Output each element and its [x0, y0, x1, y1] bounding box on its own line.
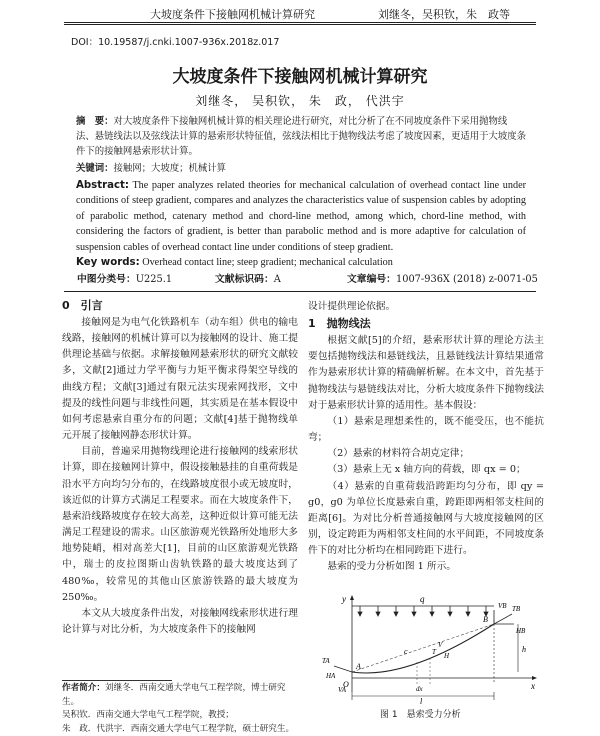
- label-l: l: [420, 697, 423, 706]
- label-T: T: [432, 648, 437, 656]
- label-O: O: [343, 680, 349, 689]
- running-header-title: 大坡度条件下接触网机械计算研究: [150, 6, 315, 22]
- keywords-cn-text: 接触网；大坡度；机械计算: [114, 163, 227, 174]
- assumption-2: （2）悬索的材料符合胡克定律；: [308, 446, 544, 462]
- continued-text: 设计提供理论依据。: [308, 299, 544, 315]
- section-1-heading: 1 抛物线法: [308, 315, 544, 333]
- label-B: B: [483, 615, 488, 624]
- section-0-paragraph-3: 本文从大坡度条件出发，对接触网线索形状进行理论计算与对比分析，为大坡度条件下的接触网: [62, 606, 298, 638]
- abstract-cn-label: 摘 要：: [76, 116, 114, 127]
- clc-value: U225.1: [136, 274, 172, 285]
- x-axis-arrow: [532, 676, 537, 680]
- abstract-en-label: Abstract:: [76, 180, 129, 191]
- footnote-line-3: 朱 政．代洪宇．西南交通大学电气工程学院，硕士研究生。: [62, 723, 298, 736]
- label-HB: HB: [515, 627, 526, 635]
- article-number-value: 1007-936X (2018) z-0071-05: [396, 274, 538, 285]
- doc-code-label: 文献标识码：: [215, 274, 274, 285]
- label-TB: TB: [512, 605, 521, 613]
- keywords-en-label: Key words:: [76, 257, 140, 268]
- keywords-en: [76, 255, 526, 270]
- assumption-3: （3）悬索上无 x 轴方向的荷载，即 qx = 0；: [308, 462, 544, 478]
- right-column: [308, 299, 544, 576]
- keywords-cn-label: 关键词：: [76, 163, 114, 174]
- footnote-label: 作者简介：: [62, 683, 105, 693]
- label-VA: VA: [338, 686, 347, 694]
- header-rule: [64, 22, 536, 23]
- tension-b-arrow: [494, 614, 512, 624]
- article-number-label: 文章编号：: [347, 274, 396, 285]
- doc-code-value: A: [274, 274, 281, 285]
- label-V: V: [438, 641, 443, 649]
- label-x: x: [530, 681, 535, 691]
- assumption-1: （1）悬索是理想柔性的，既不能受压，也不能抗弯；: [308, 414, 544, 446]
- abstract-cn: [76, 114, 526, 160]
- abstract-en: [76, 178, 526, 255]
- section-0-paragraph-2: 目前，普遍采用抛物线理论进行接触网的线索形状计算，即在接触网计算中，假设接触悬挂的自重荷载是沿水平方向均匀分布的，在线路坡度很小或无坡度时，该近似的计算方式满足工程要求。而在大坡度条件下，悬索沿线路坡度存在较大高差，这种近似计算可能无法满足工程建设的需求。山区旅游观光铁路所处地形大多地势陡峭，相对高差大[1]，目前的山区旅游观光铁路中，瑞士的皮拉图斯山齿轨铁路的最大坡度达到了480‰，较常见的其他山区旅游铁路的最大坡度为250‰。: [62, 444, 298, 606]
- figure-intro: 悬索的受力分析如图 1 所示。: [308, 559, 544, 575]
- keywords-cn: [76, 161, 526, 176]
- footnote-rule: [62, 680, 172, 681]
- left-column: [62, 297, 298, 638]
- distributed-load: [352, 606, 494, 616]
- section-0-paragraph-1: 接触网是为电气化铁路机车（动车组）供电的输电线路，接触网的机械计算可以为接触网的设计、施工提供理论基础与依据。求解接触网悬索形状的研究文献较多，文献[2]通过力学平衡与力矩平衡求得架空导线的曲线方程；文献[3]通过有限元法实现索网找形，文中提及的线性问题与非线性问题，其实质是在基本假设中如何考虑悬索自重分布的问题；文献[4]基于抛物线单元开展了接触网静态形状计算。: [62, 315, 298, 444]
- chord-line: [352, 624, 494, 672]
- label-VB: VB: [498, 602, 507, 610]
- footnote: [62, 682, 298, 736]
- keywords-en-text: Overhead contact line; steep gradient; mechanical calculation: [142, 257, 393, 268]
- paper-title: 大坡度条件下接触网机械计算研究: [0, 62, 600, 87]
- label-c: c: [404, 647, 408, 656]
- y-axis-arrow: [350, 595, 354, 600]
- abstract-rule: [64, 291, 536, 292]
- footnote-line-1: 刘继冬．西南交通大学电气工程学院，博士研究生。: [62, 683, 285, 707]
- label-HA: HA: [325, 672, 336, 680]
- author-list: 刘继冬， 吴积钦， 朱 政， 代洪宇: [0, 92, 600, 109]
- label-q: q: [420, 594, 425, 604]
- figure-1-diagram: [312, 592, 542, 704]
- abstract-cn-text: 对大坡度条件下接触网机械计算的相关理论进行研究，对比分析了在不同坡度条件下采用抛物线法、悬链线法以及弦线法计算的悬索形状特征值，弦线法相比于抛物线法考虑了坡度因素，更适用于大坡度条件下的接触网悬索形状计算。: [76, 116, 526, 157]
- abstract-en-text: The paper analyzes related theories for mechanical calculation of overhead contact line under conditions of steep gradient, compares and analyzes the characteristics value of suspension cables by adopting of parabolic method, catenary method and chord-line method, among which, chord-line method, with considering the factors of gradient, is better than parabolic method and is more adaptive for calculation of suspension cables of overhead contact line under conditions of steep gradient.: [76, 180, 526, 253]
- label-TA: TA: [322, 657, 330, 665]
- clc-label: 中图分类号：: [77, 274, 136, 285]
- label-dx: dx: [416, 685, 424, 693]
- doi: DOI：10.19587/j.cnki.1007-936x.2018z.017: [71, 34, 279, 48]
- figure-1-caption: 图 1 悬索受力分析: [380, 707, 461, 720]
- label-h: h: [522, 645, 526, 654]
- running-header-authors: 刘继冬，吴积钦，朱 政等: [378, 6, 510, 22]
- header-rule-2: [64, 24, 536, 25]
- label-H: H: [443, 652, 450, 660]
- section-0-heading: 0 引言: [62, 297, 298, 315]
- assumption-4: （4）悬索的自重荷载沿跨距均匀分布，即 qy = g0，g0 为单位长度悬索自重，跨距即两相邻支柱间的距离[6]。为对比分析普通接触网与大坡度接触网的区别，设定跨距为两相邻支柱间的水平间距，不同坡度条件下的对比分析均在相同跨距下进行。: [308, 479, 544, 560]
- footnote-line-2: 吴积钦．西南交通大学电气工程学院，教授；: [62, 709, 298, 723]
- section-1-paragraph-1: 根据文献[5]的介绍，悬索形状计算的理论方法主要包括抛物线法和悬链线法，且悬链线法计算结果通常作为悬索形状计算的精确解析解。在本文中，首先基于抛物线法与悬链线法对比，分析大坡度条件下抛物线法对于悬索形状计算的适用性。基本假设：: [308, 333, 544, 414]
- label-y: y: [341, 594, 346, 604]
- tension-a-arrow: [334, 666, 352, 672]
- label-A: A: [355, 662, 361, 671]
